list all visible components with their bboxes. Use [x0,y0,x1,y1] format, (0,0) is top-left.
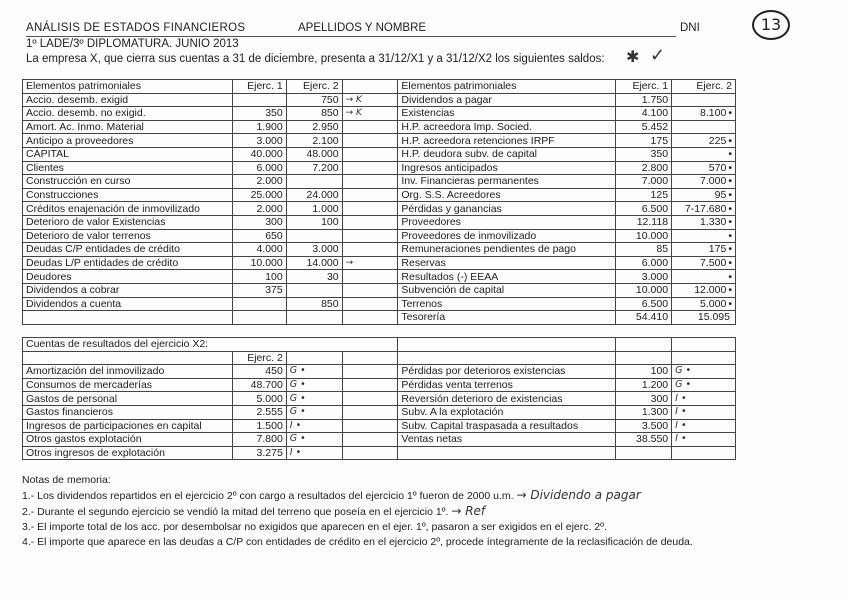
col-header-ejerc1-right: Ejerc. 1 [616,80,672,94]
ejerc1-value-right: 7.000 [616,175,672,189]
class-mark-right: I • [672,433,736,447]
handwritten-note [342,188,398,202]
class-mark-right [672,446,736,460]
income-label: Subv. A la explotación [398,405,616,419]
ejerc1-value: 350 [232,107,286,121]
ejerc1-value-right: 6.500 [616,297,672,311]
empty-cell [342,365,398,379]
element-label-right: Inv. Financieras permanentes [398,175,616,189]
ejerc2-value-right [672,297,736,311]
table-row [23,134,736,148]
asset-label: Construcción en curso [23,175,233,189]
ejerc1-value-right: 125 [616,188,672,202]
table-row [23,256,736,270]
asset-label: Deudores [23,270,233,284]
table-row [23,392,736,406]
handwritten-note [342,270,398,284]
exam-subtitle: 1º LADE/3º DIPLOMATURA. JUNIO 2013 [26,38,239,50]
table-row [23,433,736,447]
element-label-right: Ingresos anticipados [398,161,616,175]
element-label-right: Dividendos a pagar [398,93,616,107]
element-label-right: Subvención de capital [398,283,616,297]
ejerc2-value-right [672,256,736,270]
table-row [23,107,736,121]
ejerc2-value-right [672,107,736,121]
handwritten-note: → K [342,107,398,121]
element-label-right: Proveedores de inmovilizado [398,229,616,243]
expense-label: Ingresos de participaciones en capital [23,419,233,433]
note-2 [22,504,693,520]
ejerc2-value-right [672,270,736,284]
note-1 [22,488,693,504]
expense-label: Consumos de mercaderías [23,378,233,392]
ejerc2-value-right [672,202,736,216]
ejerc1-value-right: 10.000 [616,229,672,243]
ejerc2-value: 750 [286,93,342,107]
ejerc2-value: 850 [286,297,342,311]
value-text: 1.330 [700,216,727,229]
ejerc2-value: 5.000 [232,392,286,406]
ejerc2-value [286,229,342,243]
ejerc1-value: 10.000 [232,256,286,270]
asset-label: Construcciones [23,188,233,202]
ejerc2-value-right [672,120,736,134]
handwritten-note: → K [342,93,398,107]
table-row [23,120,736,134]
value-text: 12.000 [694,284,727,297]
handwritten-note [342,311,398,325]
results-title-row [23,338,736,352]
ejerc1-value: 2.000 [232,202,286,216]
notes-title: Notas de memoria: [22,474,111,486]
name-field-label: APELLIDOS Y NOMBRE [298,22,427,34]
ejerc1-value-right: 54.410 [616,311,672,325]
note-1-text: 1.- Los dividendos repartidos en el ejercicio 2º con cargo a resultados del ejercicio 1º fueron de 2000 u.m. [22,490,514,502]
table-row [23,175,736,189]
value-text: 7.000 [700,175,727,188]
ejerc1-value [232,311,286,325]
element-label-right: Terrenos [398,297,616,311]
ejerc1-value: 650 [232,229,286,243]
asset-label: Deudas L/P entidades de crédito [23,256,233,270]
ejerc1-value: 4.000 [232,243,286,257]
ejerc2-value-right: 3.500 [616,419,672,433]
ejerc2-value: 100 [286,215,342,229]
expense-label: Gastos financieros [23,405,233,419]
tick-mark: • [728,216,732,229]
col-header-ejerc2: Ejerc. 2 [286,80,342,94]
asset-label: Clientes [23,161,233,175]
ejerc2-value-right [672,215,736,229]
ejerc1-value-right: 6.500 [616,202,672,216]
ejerc1-value-right: 5.452 [616,120,672,134]
ejerc2-value: 850 [286,107,342,121]
results-title: Cuentas de resultados del ejercicio X2: [23,338,398,352]
ejerc2-value: 48.700 [232,378,286,392]
class-mark: I • [286,419,342,433]
ejerc2-value-right [672,161,736,175]
ejerc2-value [286,283,342,297]
asset-label: Deudas C/P entidades de crédito [23,243,233,257]
income-label: Pérdidas venta terrenos [398,378,616,392]
results-col-header: Ejerc. 2 [232,351,286,365]
ejerc2-value-right [672,283,736,297]
ejerc2-value: 48.000 [286,147,342,161]
ejerc2-value [286,175,342,189]
ejerc2-value: 7.800 [232,433,286,447]
ejerc2-value: 2.950 [286,120,342,134]
handwritten-note [342,229,398,243]
col-header-right-label: Elementos patrimoniales [398,80,616,94]
asset-label: Dividendos a cuenta [23,297,233,311]
ejerc1-value: 6.000 [232,161,286,175]
value-text: 7.500 [700,257,727,270]
ejerc2-value-right: 1.200 [616,378,672,392]
ejerc2-value: 2.100 [286,134,342,148]
ejerc1-value: 3.000 [232,134,286,148]
balance-table [22,79,736,325]
ejerc1-value: 375 [232,283,286,297]
ejerc2-value-right [616,446,672,460]
ejerc2-value-right [672,188,736,202]
note-4: 4.- El importe que aparece en las deudas a C/P con entidades de crédito en el ejercicio 2º, procede íntegramente de la reclasificación de deuda. [22,536,693,548]
value-text: 7-17.680 [684,202,727,215]
tick-mark: • [728,189,732,202]
asset-label: Deterioro de valor terrenos [23,229,233,243]
empty-cell [342,392,398,406]
asset-label: Anticipo a proveedores [23,134,233,148]
element-label-right: Proveedores [398,215,616,229]
annotation-cell [342,80,398,94]
handwritten-note [342,283,398,297]
ejerc1-value-right: 350 [616,147,672,161]
tick-mark: • [728,243,732,256]
table-row [23,215,736,229]
table-row [23,365,736,379]
ejerc1-value-right: 3.000 [616,270,672,284]
class-mark: G • [286,365,342,379]
ejerc2-value [286,311,342,325]
ejerc2-value-right: 100 [616,365,672,379]
asterisk-mark-icon: ✱ [626,47,640,66]
expense-label: Otros gastos explotación [23,433,233,447]
ejerc2-value: 2.555 [232,405,286,419]
ejerc2-value: 14.000 [286,256,342,270]
handwritten-note [342,297,398,311]
ejerc2-value-right: 1.300 [616,405,672,419]
course-title: ANÁLISIS DE ESTADOS FINANCIEROS [26,22,246,34]
header-underline [26,36,676,37]
ejerc1-value-right: 2.800 [616,161,672,175]
value-text: 95 [714,189,727,202]
handwritten-note [342,202,398,216]
ejerc2-value: 24.000 [286,188,342,202]
ejerc2-value: 3.275 [232,446,286,460]
handwritten-note [342,134,398,148]
ejerc2-value: 1.500 [232,419,286,433]
ejerc2-value-right [672,311,736,325]
tick-mark: • [728,148,732,161]
table-row [23,446,736,460]
table-row [23,147,736,161]
element-label-right: Tesorería [398,311,616,325]
handwritten-note [342,243,398,257]
ejerc2-value: 3.000 [286,243,342,257]
income-label [398,446,616,460]
income-label: Subv. Capital traspasada a resultados [398,419,616,433]
note-3: 3.- El importe total de los acc. por desembolsar no exigidos que aparecen en el ejer. 1º, pasaron a ser exigidos en el ejerc. 2º. [22,521,607,533]
ejerc2-value-right [672,229,736,243]
element-label-right: Pérdidas y ganancias [398,202,616,216]
element-label-right: Existencias [398,107,616,121]
tick-mark: • [728,229,732,242]
asset-label: Deterioro de valor Existencias [23,215,233,229]
asset-label: Dividendos a cobrar [23,283,233,297]
class-mark: G • [286,392,342,406]
dni-label: DNI [680,22,700,34]
ejerc1-value: 40.000 [232,147,286,161]
ejerc1-value-right: 175 [616,134,672,148]
ejerc2-value-right [672,134,736,148]
tick-mark: • [728,270,732,283]
ejerc1-value: 2.000 [232,175,286,189]
class-mark-right: G • [672,365,736,379]
class-mark: G • [286,433,342,447]
ejerc2-value-right [672,147,736,161]
handwritten-note [342,120,398,134]
col-header-ejerc1: Ejerc. 1 [232,80,286,94]
table-row [23,243,736,257]
class-mark-right: I • [672,392,736,406]
ejerc2-value-right [672,243,736,257]
income-label: Pérdidas por deterioros existencias [398,365,616,379]
element-label-right: Org. S.S. Acreedores [398,188,616,202]
value-text: 15.095 [697,311,730,324]
table-row [23,161,736,175]
handwritten-note: → [342,256,398,270]
handwritten-note [342,161,398,175]
ejerc1-value: 300 [232,215,286,229]
table-row [23,93,736,107]
expense-label: Amortización del inmovilizado [23,365,233,379]
ejerc2-value-right [672,93,736,107]
ejerc2-value-right: 38.550 [616,433,672,447]
tick-mark: • [728,284,732,297]
table-row [23,229,736,243]
ejerc1-value-right: 4.100 [616,107,672,121]
ejerc2-value-right [672,175,736,189]
handwritten-note [342,215,398,229]
ejerc1-value: 100 [232,270,286,284]
element-label-right: Resultados (-) EEAA [398,270,616,284]
value-text: 8.100 [700,107,727,120]
results-table [22,337,736,460]
ejerc2-value: 450 [232,365,286,379]
value-text: 5.000 [700,297,727,310]
results-header-row [23,351,736,365]
ejerc2-value: 30 [286,270,342,284]
value-text: 570 [708,161,727,174]
ejerc2-value: 1.000 [286,202,342,216]
class-mark-right: I • [672,405,736,419]
income-label: Reversión deterioro de existencias [398,392,616,406]
empty-cell [342,419,398,433]
table-row [23,202,736,216]
ejerc1-value-right: 1.750 [616,93,672,107]
ejerc1-value-right: 85 [616,243,672,257]
asset-label: CAPITAL [23,147,233,161]
asset-label: Créditos enajenación de inmovilizado [23,202,233,216]
table-row [23,311,736,325]
ejerc1-value-right: 6.000 [616,256,672,270]
element-label-right: H.P. acreedora Imp. Socied. [398,120,616,134]
element-label-right: Remuneraciones pendientes de pago [398,243,616,257]
table-row [23,297,736,311]
ejerc1-value: 1.900 [232,120,286,134]
table-row [23,419,736,433]
empty-cell [342,378,398,392]
check-mark-icon: ✓ [650,45,666,66]
balance-header-row [23,80,736,94]
table-row [23,270,736,284]
expense-label: Otros ingresos de explotación [23,446,233,460]
note-2-handwriting: → Ref [451,504,486,518]
note-1-handwriting: → Dividendo a pagar [516,488,641,502]
ejerc1-value [232,297,286,311]
asset-label: Amort. Ac. Inmo. Material [23,120,233,134]
element-label-right: H.P. deudora subv. de capital [398,147,616,161]
income-label: Ventas netas [398,433,616,447]
class-mark-right: I • [672,419,736,433]
expense-label: Gastos de personal [23,392,233,406]
empty-cell [342,433,398,447]
handwritten-note [342,147,398,161]
ejerc1-value-right: 10.000 [616,283,672,297]
ejerc1-value: 25.000 [232,188,286,202]
tick-mark: • [728,107,732,120]
class-mark-right: G • [672,378,736,392]
handwritten-note [342,175,398,189]
asset-label [23,311,233,325]
col-header-left-label: Elementos patrimoniales [23,80,233,94]
asset-label: Accio. desemb. no exigid. [23,107,233,121]
asset-label: Accio. desemb. exigid [23,93,233,107]
table-row [23,378,736,392]
tick-mark: • [728,297,732,310]
table-row [23,188,736,202]
page-number-mark: 13 [752,10,790,40]
tick-mark: • [728,257,732,270]
intro-statement: La empresa X, que cierra sus cuentas a 31 de diciembre, presenta a 31/12/X1 y a 31/12/X2 los siguientes saldos: [26,53,605,65]
tick-mark: • [728,175,732,188]
ejerc1-value [232,93,286,107]
note-2-text: 2.- Durante el segundo ejercicio se vendió la mitad del terreno que poseía en el ejercicio 1º. [22,506,449,518]
tick-mark: • [728,202,732,215]
notes-section [22,473,693,550]
table-row [23,405,736,419]
value-text: 225 [708,134,727,147]
table-row [23,283,736,297]
ejerc1-value-right: 12.118 [616,215,672,229]
ejerc2-value: 7.200 [286,161,342,175]
col-header-ejerc2-right: Ejerc. 2 [672,80,736,94]
class-mark: G • [286,378,342,392]
empty-cell [342,446,398,460]
ejerc2-value-right: 300 [616,392,672,406]
tick-mark: • [728,134,732,147]
class-mark: I • [286,446,342,460]
element-label-right: Reservas [398,256,616,270]
tick-mark: • [728,161,732,174]
empty-cell [342,405,398,419]
element-label-right: H.P. acreedora retenciones IRPF [398,134,616,148]
value-text: 175 [708,243,727,256]
class-mark: G • [286,405,342,419]
